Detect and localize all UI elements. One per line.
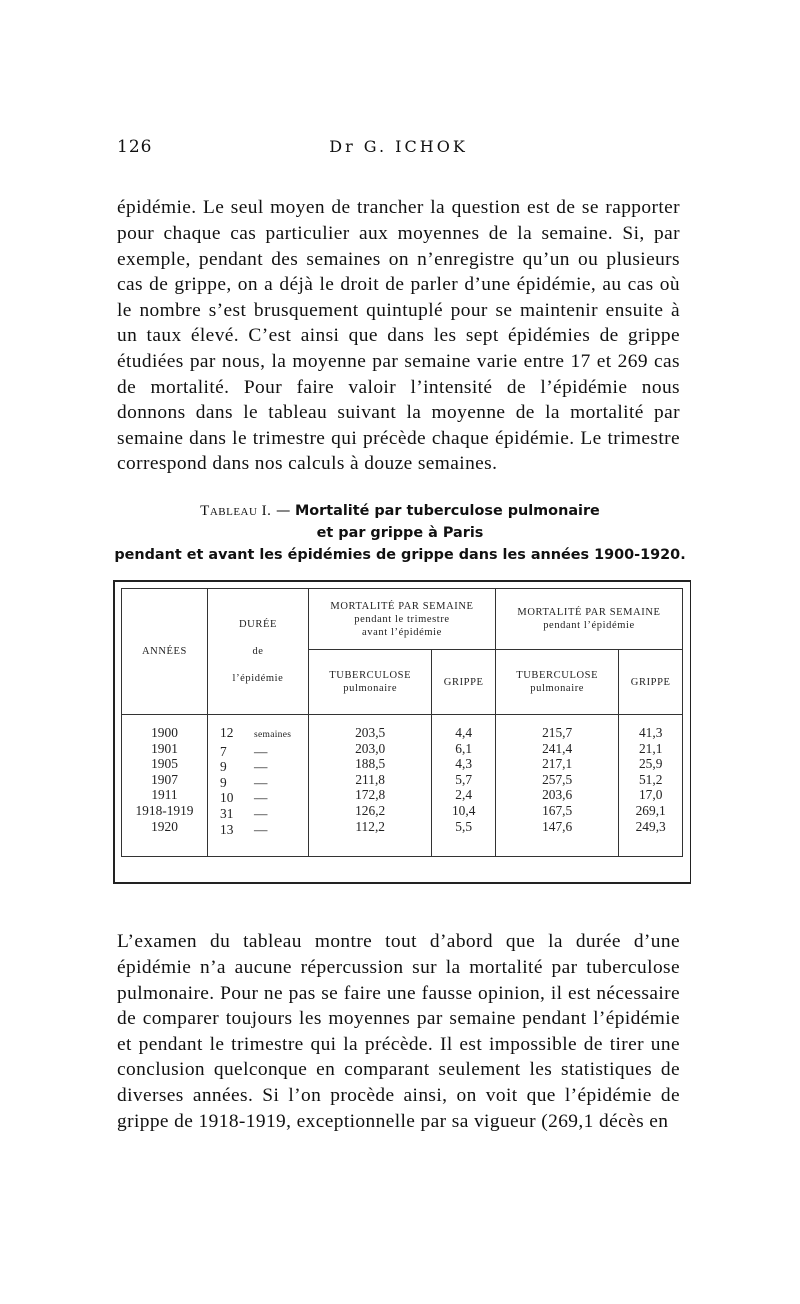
- cell-duration: 10 —: [220, 790, 268, 806]
- subheader-tb-during: TUBERCULOSE pulmonaire: [495, 650, 618, 715]
- cell-duration: 9 —: [220, 774, 268, 790]
- cell-flu-during: 41,3: [638, 725, 663, 740]
- cell-flu-before: 4,4: [455, 725, 473, 740]
- cell-tb-during: 241,4: [542, 740, 573, 756]
- running-title: Dr G. ICHOK: [329, 137, 468, 156]
- header-group-during: MORTALITÉ PAR SEMAINE pendant l’épidémie: [495, 589, 682, 650]
- cell-flu-before: 5,7: [455, 771, 473, 787]
- cell-year: 1920: [151, 818, 178, 834]
- cell-tb-during: 167,5: [542, 802, 573, 818]
- column-flu-before: [432, 715, 496, 857]
- cell-tb-during: 217,1: [542, 756, 573, 772]
- paragraph-analysis: L’examen du tableau montre tout d’abord que la durée d’une épidémie n’a aucune répercussion sur la mortalité par tuberculose pulmonaire. Pour ne pas se faire une fausse opinion, il est nécessaire de comparer toujours les moyennes par semaine pendant l’épidémie et pendant le trimestre qui la précède. Il est impossible de tirer une conclusion quelconque en comparant seulement les statistiques de diverses années. Si l’on procède ainsi, on voit que l’épidémie de grippe de 1918-1919, exceptionnelle par sa vigueur (269,1 décès en: [117, 931, 680, 1132]
- cell-year: 1907: [151, 771, 178, 787]
- column-duration: [208, 715, 309, 857]
- cell-year: 1900: [151, 725, 178, 740]
- header-years: ANNÉES: [122, 589, 208, 715]
- cell-flu-before: 4,3: [455, 756, 473, 772]
- cell-duration: 9 —: [220, 759, 268, 775]
- cell-tb-before: 203,5: [355, 725, 386, 740]
- cell-tb-before: 172,8: [355, 787, 386, 803]
- header-group-before: MORTALITÉ PAR SEMAINE pendant le trimestre avant l’épidémie: [309, 589, 496, 650]
- cell-tb-before: 112,2: [355, 818, 385, 834]
- cell-flu-before: 6,1: [455, 740, 473, 756]
- cell-flu-before: 2,4: [455, 787, 473, 803]
- table-body-row: [122, 715, 683, 857]
- cell-tb-during: 147,6: [542, 818, 573, 834]
- cell-tb-before: 126,2: [355, 802, 386, 818]
- caption-line-1: [110, 500, 690, 522]
- caption-line-3: pendant et avant les épidémies de grippe dans les années 1900-1920.: [114, 547, 686, 563]
- cell-flu-during: 25,9: [638, 756, 663, 772]
- cell-tb-before: 211,8: [355, 771, 385, 787]
- cell-tb-before: 203,0: [355, 740, 386, 756]
- mortality-table: [121, 588, 683, 857]
- cell-flu-before: 5,5: [455, 818, 473, 834]
- subheader-flu-before: GRIPPE: [432, 650, 496, 715]
- cell-duration: 13 —: [220, 821, 268, 837]
- cell-tb-during: 257,5: [542, 771, 573, 787]
- cell-flu-during: 269,1: [635, 802, 666, 818]
- paragraph-intro: épidémie. Le seul moyen de trancher la question est de se rapporter pour chaque cas particulier aux moyennes de la semaine. Si, par exemple, pendant des semaines on n’enregistre qu’un ou plusieurs cas de grippe, on a déjà le droit de parler d’une épidémie, au cas où le nombre s’est brusquement quintuplé pour se maintenir ensuite à un taux élevé. C’est ainsi que dans les sept épidémies de grippe étudiées par nous, la moyenne par semaine varie entre 17 et 269 cas de mortalité. Pour faire valoir l’intensité de l’épidémie nous donnons dans le tableau suivant la moyenne de la mortalité par semaine dans le trimestre qui précède chaque épidémie. Le trimestre correspond dans nos calculs à douze semaines.: [117, 197, 680, 475]
- subheader-tb-before: TUBERCULOSE pulmonaire: [309, 650, 432, 715]
- cell-tb-during: 215,7: [542, 725, 573, 740]
- column-years: [122, 715, 208, 857]
- cell-duration: 12 semaines: [220, 725, 292, 740]
- cell-duration: 7 —: [220, 743, 268, 759]
- cell-flu-during: 249,3: [635, 818, 666, 834]
- cell-flu-during: 21,1: [638, 740, 663, 756]
- table-label: Tableau I.: [200, 503, 272, 519]
- cell-year: 1901: [151, 740, 178, 756]
- cell-flu-during: 17,0: [638, 787, 663, 803]
- cell-year: 1905: [151, 756, 178, 772]
- page-number: 126: [117, 137, 153, 157]
- column-tb-before: [309, 715, 432, 857]
- subheader-flu-during: GRIPPE: [619, 650, 683, 715]
- cell-flu-before: 10,4: [451, 802, 476, 818]
- cell-tb-before: 188,5: [355, 756, 386, 772]
- cell-year: 1918-1919: [135, 802, 194, 818]
- table-caption: [110, 500, 690, 566]
- page-header: [117, 137, 680, 161]
- column-flu-during: [619, 715, 683, 857]
- cell-flu-during: 51,2: [638, 771, 663, 787]
- cell-tb-during: 203,6: [542, 787, 573, 803]
- column-tb-during: [495, 715, 618, 857]
- cell-year: 1911: [151, 787, 178, 803]
- caption-dash: —: [271, 503, 295, 519]
- header-duration: DURÉE de l’épidémie: [208, 589, 309, 715]
- caption-line-2: et par grippe à Paris: [316, 525, 484, 541]
- caption-title: Mortalité par tuberculose pulmonaire: [294, 503, 600, 519]
- cell-duration: 31 —: [220, 805, 268, 821]
